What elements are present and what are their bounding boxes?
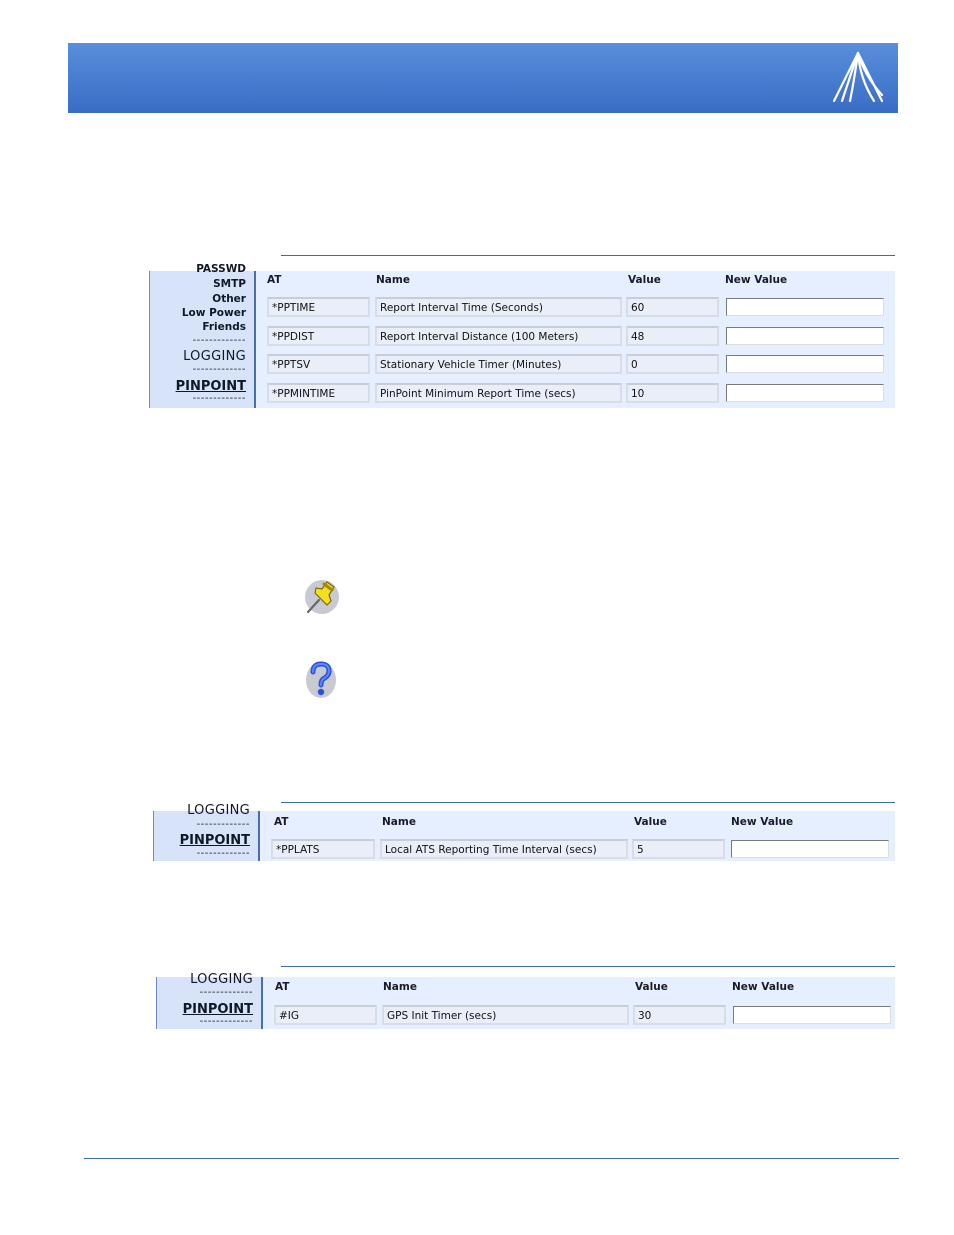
section-rule	[281, 966, 895, 967]
value-cell: 5	[632, 839, 725, 859]
section-rule	[281, 255, 895, 256]
sidebar-divider: -------------	[192, 393, 246, 404]
sidebar-menu	[149, 263, 256, 408]
sidebar-divider: -------------	[199, 987, 253, 998]
sidebar-item-logging[interactable]: LOGGING	[190, 972, 253, 987]
sidebar-item-friends[interactable]: Friends	[202, 321, 246, 333]
at-command-cell: *PPTIME	[267, 297, 370, 317]
sidebar-divider: -------------	[199, 1016, 253, 1027]
value-cell: 48	[626, 326, 719, 346]
gps-init-settings-screenshot	[156, 972, 895, 1029]
pushpin-icon	[302, 576, 342, 616]
pplats-settings-screenshot	[153, 803, 895, 861]
sidebar-item-logging[interactable]: LOGGING	[187, 803, 250, 818]
value-cell: 10	[626, 383, 719, 403]
name-cell: Stationary Vehicle Timer (Minutes)	[375, 354, 622, 374]
name-cell: Local ATS Reporting Time Interval (secs)	[380, 839, 628, 859]
value-cell: 30	[633, 1005, 726, 1025]
name-cell: PinPoint Minimum Report Time (secs)	[375, 383, 622, 403]
airlink-logo-icon	[830, 51, 886, 105]
sidebar-menu	[153, 803, 260, 861]
name-cell: Report Interval Distance (100 Meters)	[375, 326, 622, 346]
sidebar-item-logging[interactable]: LOGGING	[183, 349, 246, 364]
sidebar-divider: -------------	[192, 335, 246, 346]
column-header-new-value: New Value	[731, 816, 794, 828]
new-value-input[interactable]	[731, 840, 889, 858]
value-cell: 60	[626, 297, 719, 317]
sidebar-divider: -------------	[196, 848, 250, 859]
sidebar-item-other[interactable]: Other	[212, 293, 246, 305]
name-cell: Report Interval Time (Seconds)	[375, 297, 622, 317]
at-command-cell: *PPDIST	[267, 326, 370, 346]
pinpoint-settings-screenshot	[149, 263, 895, 408]
column-header-at: AT	[267, 274, 282, 286]
footer-rule	[84, 1158, 899, 1159]
sidebar-divider: -------------	[192, 364, 246, 375]
sidebar-item-pinpoint[interactable]: PINPOINT	[179, 833, 250, 848]
at-command-cell: #IG	[274, 1005, 377, 1025]
new-value-input[interactable]	[726, 327, 884, 345]
sidebar-item-pinpoint[interactable]: PINPOINT	[175, 379, 246, 394]
question-mark-icon	[303, 659, 339, 699]
new-value-input[interactable]	[733, 1006, 891, 1024]
column-header-new-value: New Value	[732, 981, 795, 993]
at-command-cell: *PPTSV	[267, 354, 370, 374]
section-rule	[281, 802, 895, 803]
at-command-cell: *PPMINTIME	[267, 383, 370, 403]
new-value-input[interactable]	[726, 298, 884, 316]
sidebar-item-passwd[interactable]: PASSWD	[196, 263, 246, 275]
column-header-value: Value	[635, 981, 668, 993]
column-header-name: Name	[383, 981, 417, 993]
sidebar-item-pinpoint[interactable]: PINPOINT	[182, 1002, 253, 1017]
column-header-value: Value	[628, 274, 661, 286]
sidebar-divider: -------------	[196, 819, 250, 830]
name-cell: GPS Init Timer (secs)	[382, 1005, 629, 1025]
sidebar-item-smtp[interactable]: SMTP	[213, 278, 246, 290]
column-header-new-value: New Value	[725, 274, 788, 286]
sidebar-item-low-power[interactable]: Low Power	[181, 307, 246, 319]
column-header-name: Name	[382, 816, 416, 828]
sidebar-menu	[156, 972, 263, 1029]
new-value-input[interactable]	[726, 355, 884, 373]
column-header-at: AT	[274, 816, 289, 828]
new-value-input[interactable]	[726, 384, 884, 402]
column-header-value: Value	[634, 816, 667, 828]
at-command-cell: *PPLATS	[271, 839, 375, 859]
page-header-banner	[68, 43, 898, 113]
value-cell: 0	[626, 354, 719, 374]
column-header-at: AT	[275, 981, 290, 993]
column-header-name: Name	[376, 274, 410, 286]
